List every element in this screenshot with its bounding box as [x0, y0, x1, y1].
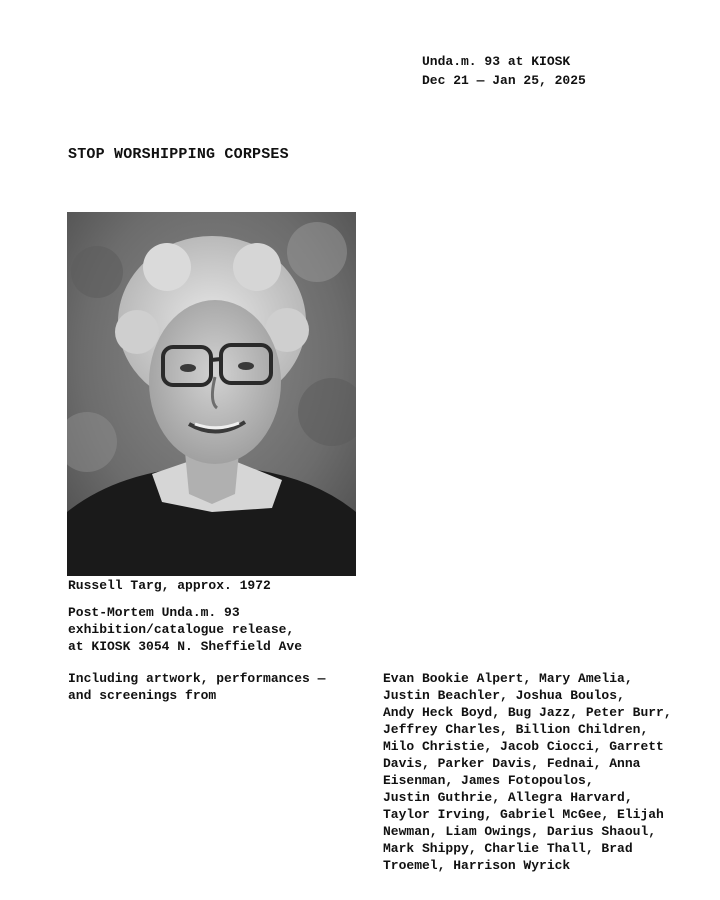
including-line: and screenings from: [68, 688, 217, 703]
artist-line: Taylor Irving, Gabriel McGee, Elijah: [383, 807, 664, 822]
including-line: Including artwork, performances —: [68, 671, 326, 686]
artist-line: Milo Christie, Jacob Ciocci, Garrett: [383, 739, 664, 754]
artist-line: Mark Shippy, Charlie Thall, Brad: [383, 841, 633, 856]
including-intro: [68, 670, 325, 704]
event-header: [422, 52, 586, 90]
release-info: [68, 604, 302, 655]
artist-line: Andy Heck Boyd, Bug Jazz, Peter Burr,: [383, 705, 672, 720]
artist-line: Jeffrey Charles, Billion Children,: [383, 722, 649, 737]
artist-line: Evan Bookie Alpert, Mary Amelia,: [383, 671, 633, 686]
artist-list: [383, 670, 672, 874]
artist-line: Justin Guthrie, Allegra Harvard,: [383, 790, 633, 805]
event-dates: Dec 21 — Jan 25, 2025: [422, 73, 586, 88]
artist-line: Justin Beachler, Joshua Boulos,: [383, 688, 625, 703]
portrait-photo: [67, 212, 356, 576]
release-line: exhibition/catalogue release,: [68, 622, 295, 637]
artist-line: Newman, Liam Owings, Darius Shaoul,: [383, 824, 657, 839]
release-line: Post-Mortem Unda.m. 93: [68, 605, 240, 620]
artist-line: Troemel, Harrison Wyrick: [383, 858, 571, 873]
release-line: at KIOSK 3054 N. Sheffield Ave: [68, 639, 303, 654]
artist-line: Eisenman, James Fotopoulos,: [383, 773, 594, 788]
page-title: STOP WORSHIPPING CORPSES: [68, 146, 289, 163]
event-venue: Unda.m. 93 at KIOSK: [422, 54, 571, 69]
photo-caption: Russell Targ, approx. 1972: [68, 578, 271, 593]
artist-line: Davis, Parker Davis, Fednai, Anna: [383, 756, 641, 771]
